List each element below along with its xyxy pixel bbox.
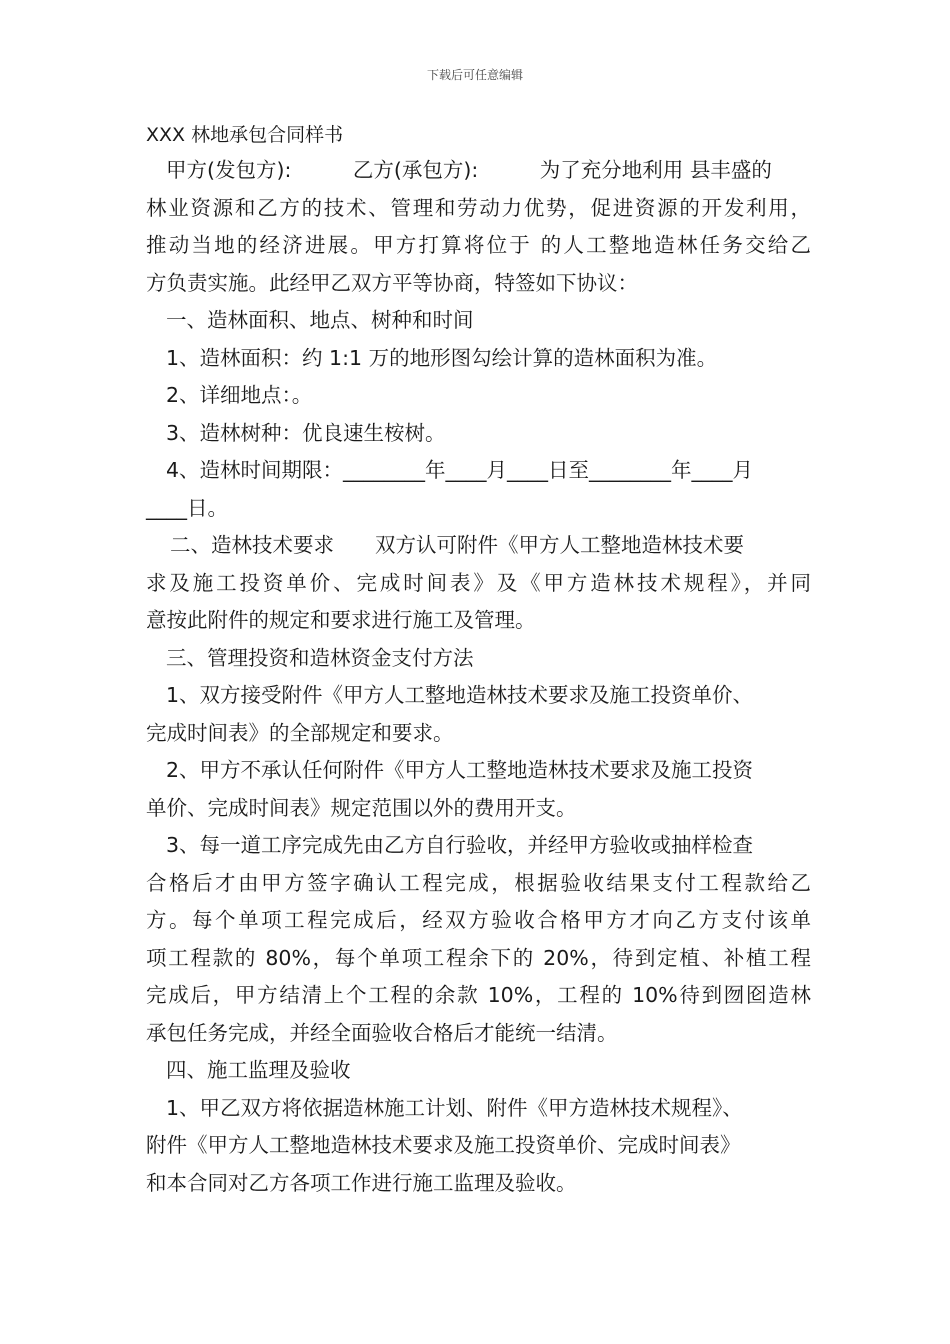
clause-line: 方。每个单项工程完成后，经双方验收合格甲方才向乙方支付该单 <box>146 908 811 932</box>
section-heading-4: 四、施工监理及验收 <box>166 1058 351 1082</box>
clause-line: 2、详细地点：。 <box>166 383 313 407</box>
clause-line: 完成后，甲方结清上个工程的余款 10%，工程的 10%待到囫囵造林 <box>146 983 811 1007</box>
clause-line: 承包任务完成，并经全面验收合格后才能统一结清。 <box>146 1020 618 1045</box>
section-heading-1: 一、造林面积、地点、树种和时间 <box>166 308 474 332</box>
clause-line: ____日。 <box>146 495 228 520</box>
clause-line: 1、甲乙双方将依据造林施工计划、附件《甲方造林技术规程》、 <box>166 1095 743 1120</box>
clause-line: 1、造林面积：约 1:1 万的地形图勾绘计算的造林面积为准。 <box>166 345 718 370</box>
contract-document <box>146 118 811 1202</box>
paragraph-line: 甲方(发包方): 乙方(承包方): 为了充分地利用 县丰盛的 <box>166 158 772 182</box>
clause-line: 项工程款的 80%，每个单项工程余下的 20%，待到定植、补植工程 <box>146 945 811 970</box>
section-heading-3: 三、管理投资和造林资金支付方法 <box>166 645 474 670</box>
clause-line: 和本合同对乙方各项工作进行施工监理及验收。 <box>146 1170 577 1195</box>
paragraph-line: 求及施工投资单价、完成时间表》及《甲方造林技术规程》，并同 <box>146 570 811 595</box>
clause-line: 3、每一道工序完成先由乙方自行验收，并经甲方验收或抽样检查 <box>166 833 754 857</box>
paragraph-line: 林业资源和乙方的技术、管理和劳动力优势，促进资源的开发利用， <box>146 195 811 220</box>
clause-line: 3、造林树种：优良速生桉树。 <box>166 420 446 445</box>
paragraph-line: 方负责实施。此经甲乙双方平等协商，特签如下协议： <box>146 270 638 295</box>
clause-line: 完成时间表》的全部规定和要求。 <box>146 720 454 745</box>
clause-line: 单价、完成时间表》规定范围以外的费用开支。 <box>146 795 577 820</box>
paragraph-line: 意按此附件的规定和要求进行施工及管理。 <box>146 608 536 632</box>
clause-line: 附件《甲方人工整地造林技术要求及施工投资单价、完成时间表》 <box>146 1133 741 1157</box>
paragraph-line: 推动当地的经济进展。甲方打算将位于 的人工整地造林任务交给乙 <box>146 233 811 257</box>
page-header-watermark: 下载后可任意编辑 <box>426 68 523 82</box>
clause-line: 2、甲方不承认任何附件《甲方人工整地造林技术要求及施工投资 <box>166 758 754 782</box>
document-title: XXX 林地承包合同样书 <box>146 124 344 146</box>
section-heading-2: 二、造林技术要求 双方认可附件《甲方人工整地造林技术要 <box>170 533 744 557</box>
clause-line: 合格后才由甲方签字确认工程完成，根据验收结果支付工程款给乙 <box>146 870 811 895</box>
clause-line: 4、造林时间期限：________年____月____日至________年____月 <box>166 458 754 482</box>
clause-line: 1、双方接受附件《甲方人工整地造林技术要求及施工投资单价、 <box>166 683 754 707</box>
